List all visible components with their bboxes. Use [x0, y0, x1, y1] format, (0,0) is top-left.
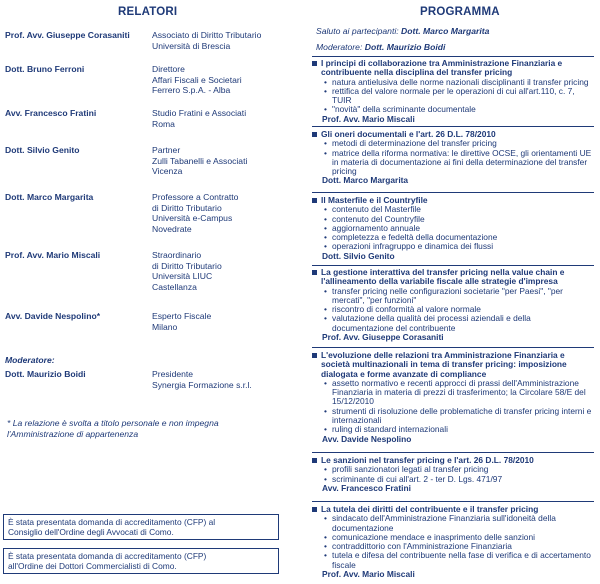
list-item: • ruling di standard internazionali: [324, 424, 448, 435]
square-bullet-icon: [312, 270, 317, 275]
program-section: [312, 505, 594, 579]
list-item: • contenuto del Countryfile: [324, 213, 425, 224]
saluto-name: Dott. Marco Margarita: [401, 26, 490, 36]
saluto-label: Saluto ai partecipanti:: [316, 26, 399, 36]
section-speaker: Prof. Avv. Mario Miscali: [322, 113, 415, 124]
relatore-name: Avv. Francesco Fratini: [5, 108, 97, 118]
list-item: • completezza e fedeltà della documentazione: [324, 232, 498, 243]
section-title: Il Masterfile e il Countryfile: [312, 196, 594, 205]
section-divider: [312, 265, 594, 266]
programma-column: [302, 0, 600, 584]
relatore-role: Straordinario di Diritto Tributario Università LIUC Castellanza: [152, 250, 222, 292]
section-speaker: Prof. Avv. Giuseppe Corasaniti: [322, 332, 444, 343]
relatore-role: Associato di Diritto Tributario Università di Brescia: [152, 30, 262, 51]
relatore-role: Partner Zulli Tabanelli e Associati Vicenza: [152, 145, 248, 177]
relatore-name: Avv. Davide Nespolino*: [5, 311, 101, 321]
relatore-role: Studio Fratini e Associati Roma: [152, 108, 247, 129]
list-item: • sindacato dell'Amministrazione Finanziaria sull'idoneità della documentazione: [324, 513, 556, 533]
section-divider: [312, 347, 594, 348]
list-item: • assetto normativo e recenti approcci di prassi dell'Amministrazione Finanziaria in materia di prezzi di trasferimento; la Circolare 58/E del 15/12/2010: [324, 377, 586, 407]
relatori-heading: RELATORI: [118, 6, 178, 18]
list-item: • rettifica del valore normale per le operazioni di cui all'art.110, c. 7, TUIR: [324, 85, 575, 106]
section-speaker: Prof. Avv. Mario Miscali: [322, 569, 415, 580]
programma-heading: PROGRAMMA: [420, 6, 500, 18]
square-bullet-icon: [312, 458, 317, 463]
program-section: [312, 351, 594, 444]
moderatore-line: [316, 42, 445, 52]
moderator-name: Dott. Maurizio Boidi: [5, 369, 86, 379]
relatore-role: Direttore Affari Fiscali e Societari Ferrero S.p.A. - Alba: [152, 64, 242, 96]
disclaimer-note: * La relazione è svolta a titolo personale e non impegna l'Amministrazione di appartenenza: [7, 418, 219, 439]
section-divider: [312, 56, 594, 57]
list-item: • profili sanzionatori legati al transfer pricing: [324, 464, 489, 475]
moderator-role: Presidente Synergia Formazione s.r.l.: [152, 369, 252, 390]
list-item: • contenuto del Masterfile: [324, 204, 421, 215]
section-title: I principi di collaborazione tra Amministrazione Finanziaria e contribuente nella disciplina del transfer pricing: [312, 59, 594, 78]
relatore-name: Dott. Marco Margarita: [5, 192, 94, 202]
saluto-line: [316, 26, 489, 36]
square-bullet-icon: [312, 198, 317, 203]
list-item: • scriminante di cui all'art. 2 - ter D. Lgs. 471/97: [324, 473, 503, 484]
section-speaker: Dott. Silvio Genito: [322, 250, 395, 261]
relatore-role: Esperto Fiscale Milano: [152, 311, 212, 332]
section-divider: [312, 501, 594, 502]
section-speaker: Avv. Francesco Fratini: [322, 482, 411, 493]
list-item: • metodi di determinazione del transfer pricing: [324, 138, 497, 149]
section-title: Gli oneri documentali e l'art. 26 D.L. 78/2010: [312, 130, 594, 139]
section-title: La tutela dei diritti del contribuente e il transfer pricing: [312, 505, 594, 514]
section-divider: [312, 126, 594, 127]
square-bullet-icon: [312, 353, 317, 358]
square-bullet-icon: [312, 132, 317, 137]
relatore-role: Professore a Contratto di Diritto Tributario Università e-Campus Novedrate: [152, 192, 239, 234]
section-speaker: Avv. Davide Nespolino: [322, 433, 412, 444]
list-item: • strumenti di risoluzione delle problematiche di transfer pricing interni e internazionali: [324, 405, 592, 426]
relatore-name: Dott. Silvio Genito: [5, 145, 80, 155]
program-section: [312, 268, 594, 342]
program-section: [312, 456, 594, 493]
list-item: • valutazione della qualità dei processi aziendali e della documentazione del contribuente: [324, 313, 531, 333]
accreditation-box-avvocati: È stata presentata domanda di accreditamento (CFP) al Consiglio dell'Ordine degli Avvocati di Como.: [3, 514, 279, 540]
accreditation-box-commercialisti: È stata presentata domanda di accreditamento (CFP) all'Ordine dei Dottori Commercialisti di Como.: [3, 548, 279, 574]
program-section: [312, 59, 594, 124]
moderator-label: Moderatore:: [5, 355, 55, 365]
section-divider: [312, 192, 594, 193]
list-item: • transfer pricing nelle configurazioni societarie "per Paesi", "per mercati", "per funzioni": [324, 285, 563, 305]
list-item: • operazioni infragruppo e dinamica dei flussi: [324, 241, 494, 252]
list-item: • contraddittorio con l'Amministrazione Finanziaria: [324, 541, 512, 552]
square-bullet-icon: [312, 507, 317, 512]
list-item: • tutela e difesa del contribuente nella fase di verifica e di accertamento fiscale: [324, 550, 591, 570]
list-item: • aggiornamento annuale: [324, 222, 421, 233]
relatore-name: Dott. Bruno Ferroni: [5, 64, 85, 74]
list-item: • matrice della riforma normativa: le direttive OCSE, gli orientamenti UE in materia di documentazione ai fini della determinazione del transfer pricing: [324, 147, 592, 177]
relatore-name: Prof. Avv. Giuseppe Corasaniti: [5, 30, 130, 40]
list-item: • natura antielusiva delle norme nazionali disciplinanti il transfer pricing: [324, 76, 589, 87]
section-speaker: Dott. Marco Margarita: [322, 175, 409, 186]
list-item: • comunicazione mendace e inasprimento delle sanzioni: [324, 531, 535, 542]
moderatore-name: Dott. Maurizio Boidi: [364, 42, 446, 52]
program-section: [312, 130, 594, 186]
program-section: [312, 196, 594, 261]
square-bullet-icon: [312, 61, 317, 66]
moderatore-label: Moderatore:: [316, 42, 363, 52]
list-item: • riscontro di conformità al valore normale: [324, 304, 481, 315]
section-divider: [312, 452, 594, 453]
section-title: L'evoluzione delle relazioni tra Amministrazione Finanziaria e società multinazionali in tema di transfer pricing: imposizione dialogata e forme avanzate di compliance: [312, 351, 594, 379]
section-title: Le sanzioni nel transfer pricing e l'art. 26 D.L. 78/2010: [312, 456, 594, 465]
section-title: La gestione interattiva del transfer pricing nella value chain e l'allineamento della variabile fiscale alle strategie d'impresa: [312, 268, 594, 287]
list-item: • "novità" della scriminante documentale: [324, 104, 476, 115]
relatore-name: Prof. Avv. Mario Miscali: [5, 250, 101, 260]
